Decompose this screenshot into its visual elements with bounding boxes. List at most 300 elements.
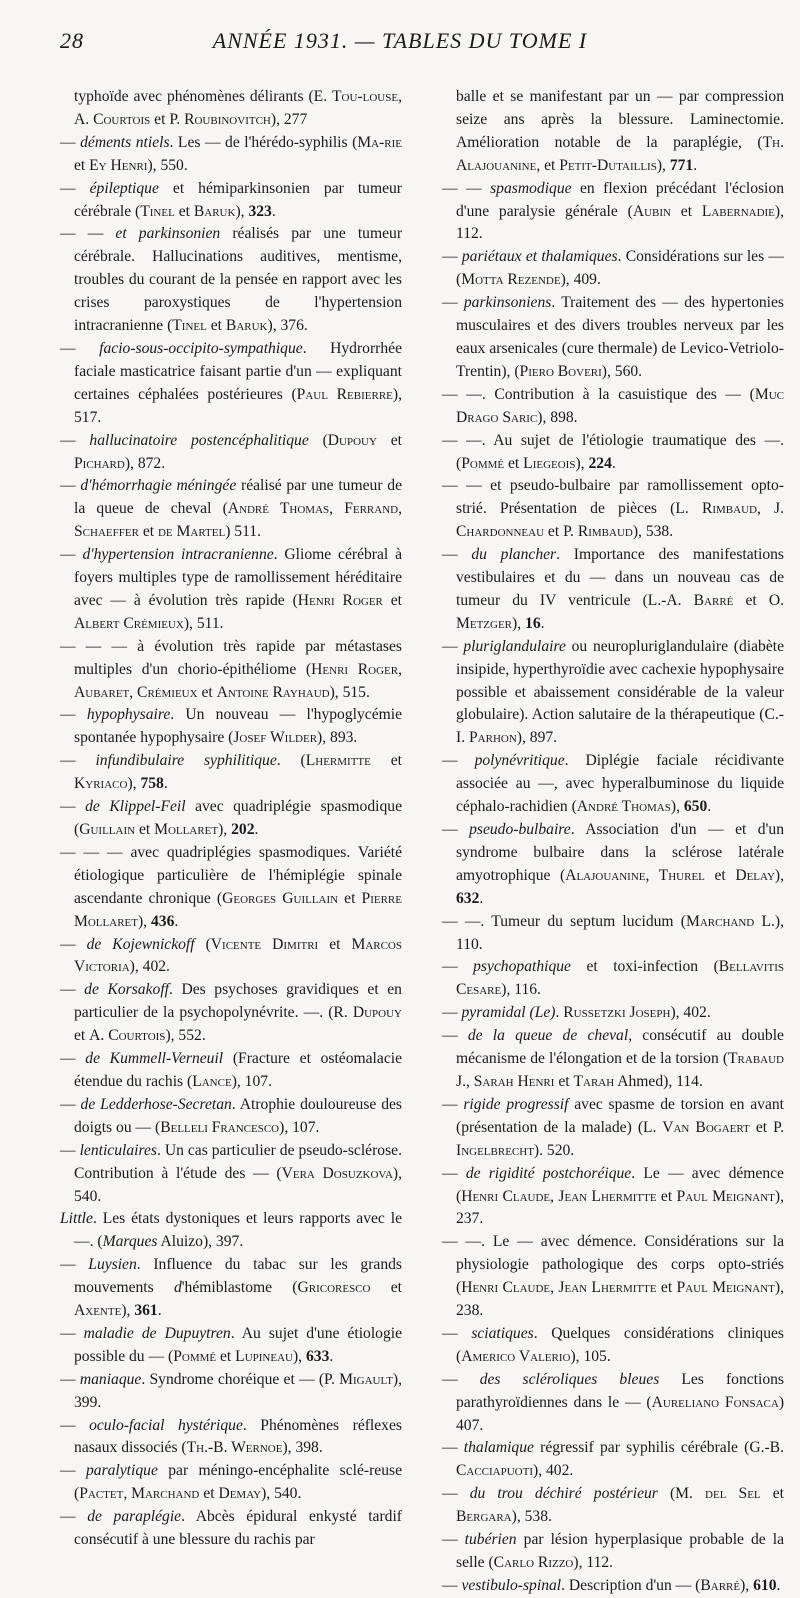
index-entry: [60, 1140, 402, 1209]
index-entry-text: ), 550.: [147, 156, 188, 174]
index-entry-text: Labernadie: [701, 202, 775, 220]
index-entry-text: —: [60, 798, 86, 816]
index-entry: [60, 475, 402, 544]
index-entry-text: Ahmed), 114.: [614, 1072, 703, 1090]
index-entry-text: ou neuropluriglandulaire (diabète insipide, hyperthyroïdie avec cachexie hypophysaire possible et abaissement considérable de la valeur globulaire). Action salutaire de la thérapeutique (: [456, 637, 784, 724]
index-entry: [60, 842, 402, 934]
index-entry-text: .: [271, 202, 276, 220]
index-entry-text: par méningo-encéphalite sclé-reuse (: [74, 1462, 402, 1503]
index-entry-text: Antoine Rayhaud: [216, 683, 330, 701]
index-entry-text: Henri Claude, Jean Lhermitte: [461, 1187, 657, 1205]
index-entry-text: ),: [656, 156, 670, 174]
index-entry-text: et: [318, 935, 352, 953]
index-entry-text: et: [338, 889, 362, 907]
index-entry-text: ), 398.: [282, 1439, 323, 1457]
index-entry-text: —: [60, 935, 87, 953]
index-entry-text: P. Migault: [324, 1370, 393, 1388]
index-entry-text: Lance: [192, 1072, 232, 1090]
index-entry: [442, 1002, 784, 1025]
index-entry-text: ),: [121, 1302, 135, 1320]
index-entry-text: —: [442, 1164, 466, 1182]
index-entry-text: hypophysaire: [86, 706, 171, 724]
index-entry-text: G.-B. Cacciapuoti: [456, 1439, 784, 1480]
index-entry-text: Guillain: [79, 821, 136, 838]
index-entry-text: ), 112.: [456, 202, 784, 243]
index-entry-text: d: [173, 1279, 182, 1297]
index-entry-text: , A.: [74, 88, 402, 128]
index-entry: [442, 178, 784, 247]
index-entry-text: Paul Meignant: [676, 1187, 775, 1205]
index-entry-text: Belleli Francesco: [160, 1118, 280, 1136]
index-entry-text: et: [74, 1027, 90, 1045]
index-entry-text: Pactet, Marchand: [79, 1485, 200, 1503]
index-entry-text: Ma-rie: [357, 133, 402, 151]
index-entry-text: .: [329, 1347, 334, 1365]
index-entry-text: et: [74, 156, 90, 174]
index-entry-text: ), 511.: [183, 614, 224, 632]
index-entry-text: et: [656, 1279, 677, 1297]
index-entry-text: Bellavitis Cesare: [456, 958, 784, 999]
index-entry-text: hallucinatoire postencéphalitique: [89, 431, 309, 449]
index-entry-text: épileptique: [89, 179, 159, 197]
index-entry-text: ), 402.: [533, 1462, 574, 1480]
index-entry: [442, 819, 784, 911]
index-entry-text: —: [442, 1095, 464, 1113]
index-entry: [442, 636, 784, 751]
index-entry-text: et: [370, 752, 402, 770]
index-entry-text: et parkinsonien: [115, 225, 221, 243]
index-entry-text: Aubin: [632, 202, 671, 220]
index-entry-text: Courtois: [93, 110, 151, 128]
index-entry-text: Paul Meignant: [676, 1279, 775, 1297]
index-entry-text: du plancher: [471, 546, 557, 564]
index-entry-text: . Importance des manifestations vestibulaires et du — dans un nouveau cas de tumeur du IV ventricule (: [456, 546, 784, 609]
index-entry-text: ), 515.: [329, 683, 370, 701]
index-entry-text: maniaque: [79, 1370, 142, 1388]
index-entry-text: André Thomas: [576, 798, 671, 816]
index-entry-text: Little: [60, 1210, 93, 1228]
index-entry-text: Tinel: [140, 202, 175, 220]
index-entry: [60, 544, 402, 636]
index-entry-text: .: [693, 156, 698, 174]
index-entry-text: Liegeois: [523, 454, 576, 472]
index-entry-text: . Quelques considérations cliniques (: [456, 1324, 784, 1365]
index-entry: [60, 636, 402, 705]
index-entry-text: 202: [231, 821, 255, 838]
index-entry-text: ),: [137, 912, 151, 930]
index-entry-text: —: [60, 706, 87, 724]
index-entry-text: Aureliano Fonsaca: [651, 1393, 779, 1411]
left-column: [60, 86, 402, 1552]
index-entry-text: . Diplégie faciale récidivante associée au —, avec hyperalbuminose du liquide céphalo-rachidien (: [456, 752, 784, 816]
index-entry-text: Marques: [102, 1233, 158, 1251]
index-entry-text: Tou-louse: [332, 88, 399, 105]
index-entry-text: , consécutif au double mécanisme de l'élongation et de la torsion (: [456, 1027, 784, 1068]
index-entry-text: balle et se manifestant par un — par compression seize ans après la blessure. Laminectomie. Amélioration notable de la paraplégie, (: [456, 88, 784, 151]
index-entry-text: régressif par syphilis cérébrale (: [533, 1439, 750, 1457]
index-entry-text: . Syndrome choréique et — (: [141, 1370, 325, 1388]
index-entry: [442, 1369, 784, 1438]
index-entry-text: —: [442, 637, 464, 655]
index-entry: [60, 1369, 402, 1415]
index-entry: [442, 292, 784, 384]
index-entry-text: L. Rimbaud, J. Chardonneau: [456, 500, 784, 541]
index-entry: [442, 1437, 784, 1483]
page-number: 28: [60, 28, 84, 53]
index-entry-text: Marchand L.: [685, 912, 775, 930]
index-entry-text: —: [60, 133, 81, 151]
index-entry: [60, 1048, 402, 1094]
index-entry-text: des scléroliques bleues: [479, 1370, 660, 1388]
index-entry-text: de Kojewnickoff: [86, 935, 195, 953]
index-entry-text: Henri Claude, Jean Lhermitte: [461, 1279, 657, 1297]
index-entry-text: — —: [60, 225, 116, 243]
index-entry-text: ), 402.: [670, 1004, 711, 1022]
index-entry-text: .: [540, 614, 545, 632]
index-entry-text: pseudo-bulbaire: [469, 821, 571, 838]
index-entry-text: — —. Tumeur du septum lucidum (: [442, 912, 686, 930]
index-entry-text: et: [670, 202, 702, 220]
index-entry-text: et: [554, 1072, 574, 1090]
index-entry-text: et hémiparkinsonien par tumeur cérébrale (: [74, 179, 402, 220]
index-entry-text: Tinel: [172, 317, 207, 335]
index-entry-text: Barré: [700, 1576, 741, 1594]
right-column: [442, 86, 784, 1598]
index-entry: [442, 956, 784, 1002]
index-entry-text: . Des psychoses gravidiques et en particulier de la psychopolynévrite. —. (: [74, 981, 402, 1022]
index-entry-text: et: [760, 1485, 784, 1503]
index-entry: [60, 430, 402, 476]
index-entry-text: . (: [276, 752, 306, 770]
index-entry-text: — —. Au sujet de l'étiologie traumatique des —. (: [442, 431, 784, 472]
index-entry-text: P. Rimbaud: [563, 523, 633, 541]
index-entry: [442, 1575, 784, 1598]
index-entry-text: .: [479, 889, 484, 907]
index-entry-text: — — — à évolution très rapide par métastases multiples d'un chorio-épithéliome (: [60, 637, 402, 678]
index-entry-text: C.-I. Parhon: [456, 706, 784, 747]
index-entry-text: —: [60, 1416, 90, 1434]
index-entry: [60, 178, 402, 224]
index-entry-text: ), 238.: [456, 1279, 784, 1320]
index-entry-text: ), 893.: [317, 729, 358, 747]
index-entry-text: Georges Guillain: [222, 889, 339, 907]
index-entry-text: ), 409.: [560, 271, 601, 289]
index-entry: [442, 430, 784, 476]
index-entry-text: pariétaux et thalamiques: [461, 248, 618, 266]
index-entry-text: et: [704, 866, 736, 884]
index-entry: [60, 1094, 402, 1140]
index-entry-text: psychopathique: [473, 958, 571, 976]
index-entry-text: infundibulaire syphilitique: [95, 752, 277, 770]
index-entry-text: Mollaret: [154, 821, 219, 838]
index-entry-text: Alajouanine, Thurel: [565, 866, 705, 884]
index-entry-text: . Traitement des — des hypertonies musculaires et des divers troubles nerveux par les eaux arsenicales (cure thermale) de Levico-Vetriolo-Trentin), (: [456, 294, 784, 380]
index-entry-text: (Fracture et ostéomalacie étendue du rachis (: [74, 1050, 402, 1090]
index-entry: [60, 1323, 402, 1369]
index-entry-text: paralytique: [85, 1462, 158, 1480]
index-entry-text: —: [442, 1531, 465, 1549]
index-entry-text: L.-A. Barré: [647, 591, 734, 609]
index-entry-text: 650: [683, 798, 708, 816]
index-entry-text: —: [442, 1370, 480, 1388]
index-entry-text: — — — avec quadriplégies spasmodiques. Variété étiologique particulière de l'hémiplégie spinale ascendante chronique (: [60, 843, 402, 907]
index-entry-text: et: [504, 454, 524, 472]
index-entry-text: déments: [80, 133, 132, 151]
index-entry-text: ), 517.: [74, 385, 402, 426]
index-entry-text: 16: [525, 614, 541, 632]
index-entry-text: .: [254, 821, 259, 838]
index-entry-text: . Les — de l'hérédo-syphilis (: [169, 133, 358, 151]
index-entry-text: ),: [670, 798, 684, 816]
index-entry-text: rigide progressif: [463, 1095, 569, 1113]
index-entry-text: , et: [536, 156, 560, 174]
index-entry-text: —: [442, 248, 462, 266]
index-entry-text: Baruk: [193, 202, 236, 220]
index-entry-text: 'hémiblastome (: [181, 1279, 298, 1297]
index-entry: [60, 796, 402, 842]
index-entry: [442, 1163, 784, 1232]
index-entry: [60, 132, 402, 178]
index-entry-text: O. Metzger: [456, 591, 784, 632]
index-entry: [442, 1094, 784, 1163]
index-entry-text: Pommé: [173, 1347, 217, 1365]
index-entry: [60, 338, 402, 430]
index-entry-text: ),: [575, 454, 589, 472]
index-entry-text: Russetzki Joseph: [563, 1004, 671, 1022]
index-entry-text: . Hydrorrhée faciale masticatrice faisant partie d'un — expliquant certaines céphalées postérieures (: [74, 339, 402, 403]
index-entry-text: (: [657, 1485, 676, 1503]
index-entry-text: —: [442, 1324, 472, 1342]
index-entry-text: et: [197, 683, 217, 701]
index-entry-text: (: [308, 431, 328, 449]
index-entry-text: ), 402.: [129, 958, 170, 976]
index-entry-text: Motta Rezende: [461, 271, 561, 289]
index-entry-text: sciatiques: [471, 1324, 534, 1342]
index-entry-text: Carlo Rizzo: [493, 1554, 574, 1571]
index-entry-text: lenticulaires: [79, 1141, 157, 1159]
index-entry: [60, 1506, 402, 1552]
index-entry-text: et: [544, 523, 564, 541]
index-entry-text: Petit-Dutaillis: [559, 156, 657, 174]
index-entry-text: Kyriaco: [74, 775, 128, 793]
index-entry-text: —: [442, 958, 474, 976]
index-entry-text: Henri Roger, Aubaret, Crémieux: [74, 660, 402, 701]
index-entry-text: Axente: [74, 1302, 122, 1320]
index-entry-text: Les fonctions parathyroïdiennes dans le — (: [456, 1370, 784, 1411]
index-entry-text: . Phénomènes réflexes nasaux dissociés (: [74, 1416, 402, 1457]
index-entry-text: .: [707, 798, 712, 816]
index-entry-text: L. Van Bogaert: [643, 1118, 750, 1136]
index-entry-text: M. del Sel: [675, 1485, 761, 1503]
index-entry-text: ), 376.: [267, 317, 308, 335]
index-entry-text: 771: [669, 156, 694, 174]
index-entry-text: 633: [305, 1347, 330, 1365]
index-entry-text: —: [60, 1508, 88, 1526]
index-entry-text: Luysien: [88, 1256, 137, 1274]
index-entry-text: ), 116.: [501, 981, 541, 999]
index-entry-text: —: [60, 339, 100, 357]
index-entry-text: —: [442, 1004, 462, 1022]
index-entry-text: spasmodique: [490, 179, 572, 197]
index-entry: [442, 911, 784, 957]
index-entry: [442, 544, 784, 636]
index-entry-text: tubérien: [464, 1531, 517, 1549]
index-entry-text: — —: [442, 179, 491, 197]
index-entry-text: —: [60, 546, 83, 564]
index-entry-text: oculo-facial hystérique: [89, 1416, 243, 1434]
index-entry-text: . Un cas particulier de pseudo-sclérose. Contribution à l'étude des — (: [74, 1141, 402, 1182]
index-entry-text: —: [442, 752, 475, 770]
index-entry: [442, 86, 784, 178]
index-entry-text: Americo Valerio: [461, 1347, 571, 1365]
index-entry-text: de paraplégie: [87, 1508, 182, 1526]
index-entry-text: .: [157, 1302, 162, 1320]
index-entry-text: avec quadriplégie spasmodique (: [74, 798, 403, 838]
index-entry-text: —: [60, 431, 90, 449]
index-entry-text: P. Ingelbrecht: [456, 1118, 784, 1159]
index-entry: [442, 1231, 784, 1323]
index-entry: [442, 1025, 784, 1094]
index-entry-text: . Un nouveau — l'hypoglycémie spontanée hypophysaire (: [74, 706, 403, 747]
index-entry-text: 224: [588, 454, 612, 472]
index-entry-text: R. Dupouy: [333, 1004, 402, 1022]
index-entry-text: de Korsakoff: [84, 981, 169, 999]
index-entry-text: d'hémorrhagie méningée: [80, 477, 237, 495]
index-entry-text: 323: [248, 202, 272, 220]
index-entry-text: . Le — avec démence (: [456, 1164, 784, 1205]
index-entry-text: 610: [753, 1576, 777, 1594]
index-entry-text: — —. Le — avec démence. Considérations sur la physiologie pathologique des corps opto-striés (: [442, 1233, 784, 1297]
index-entry-text: André Thomas, Ferrand, Schaeffer: [74, 500, 402, 541]
index-entry-text: .: [163, 775, 168, 793]
index-entry-text: . Abcès épidural enkysté tardif consécutif à une blessure du rachis par: [74, 1508, 402, 1549]
index-entry-text: A. Courtois: [89, 1027, 166, 1045]
index-entry-text: Baruk: [225, 317, 268, 335]
running-head: [0, 26, 800, 56]
index-entry-text: .: [174, 912, 179, 930]
index-entry-text: Henri Roger: [297, 591, 383, 609]
index-entry-text: Th. Alajouanine: [456, 133, 784, 174]
index-entry-text: par lésion hyperplasique probable de la selle (: [456, 1531, 784, 1571]
index-entry-text: ). 520.: [533, 1141, 575, 1159]
index-entry-text: —: [60, 1256, 89, 1274]
index-entry-text: et: [382, 591, 402, 609]
index-entry-text: —: [60, 179, 90, 197]
index-entry-text: polynévritique: [474, 752, 565, 770]
index-entry-text: Vera Dosuzkova: [281, 1164, 393, 1182]
index-entry-text: — — et pseudo-bulbaire par ramollissement opto-strié. Présentation de pièces (: [442, 477, 784, 518]
index-entry-text: . Les états dystoniques et leurs rapports avec le —. (: [74, 1210, 402, 1251]
index-entry-text: ), 540.: [74, 1164, 402, 1205]
index-entry-text: ),: [292, 1347, 306, 1365]
index-entry-text: —: [60, 1141, 80, 1159]
index-entry-text: pyramidal (Le): [461, 1004, 556, 1022]
index-entry-text: ), 552.: [165, 1027, 206, 1045]
index-entry-text: —: [442, 1576, 462, 1594]
index-entry-text: Muc Drago Saric: [456, 385, 784, 426]
index-entry-text: —: [442, 294, 464, 312]
index-entry-text: . Considérations sur les — (: [456, 248, 784, 289]
index-entry-text: Paul Rebierre: [296, 385, 393, 403]
index-entry-text: ),: [512, 614, 526, 632]
index-entry: [60, 86, 402, 132]
index-entry-text: ), 540.: [261, 1485, 302, 1503]
index-entry: [442, 1323, 784, 1369]
running-title: ANNÉE 1931. — TABLES DU TOME I: [212, 28, 588, 53]
index-entry-text: ), 107.: [279, 1118, 320, 1136]
index-entry-text: ), 107.: [231, 1072, 272, 1090]
index-entry-text: du trou déchiré postérieur: [469, 1485, 658, 1503]
index-entry-text: ), 237.: [456, 1187, 784, 1228]
index-entry-text: d'hypertension intracranienne: [82, 546, 274, 564]
index-entry-text: ), 277: [270, 110, 308, 128]
index-entry-text: —: [60, 1095, 81, 1113]
index-entry-text: ), 898.: [537, 408, 578, 426]
index-entry-text: Pierre Mollaret: [74, 889, 402, 930]
index-entry-text: ntiels: [135, 133, 170, 151]
index-entry: [60, 223, 402, 338]
index-entry-text: et: [206, 317, 226, 335]
index-entry-text: . Influence du tabac sur les grands mouvements: [74, 1256, 402, 1297]
index-entry-text: de Ledderhose-Secretan: [80, 1095, 232, 1113]
index-entry-text: et: [376, 431, 402, 449]
index-entry-text: avec spasme de torsion en avant (présentation de la malade) (: [456, 1095, 784, 1136]
index-entry-text: Albert Crémieux: [74, 614, 184, 632]
index-entry-text: Bergara: [456, 1508, 512, 1526]
index-entry-text: —: [442, 1439, 464, 1457]
index-entry-text: et: [199, 1485, 219, 1503]
index-entry-text: Demay: [218, 1485, 262, 1503]
index-entry-text: Piero Boveri: [519, 362, 602, 380]
index-entry-text: et: [749, 1118, 774, 1136]
index-entry-text: —: [60, 477, 81, 495]
index-entry-text: .: [776, 1576, 781, 1594]
index-entry-text: 632: [456, 889, 480, 907]
index-entry-text: ), 560.: [601, 362, 643, 380]
index-entry-text: thalamique: [463, 1439, 534, 1457]
index-entry: [60, 1208, 402, 1254]
index-entry-text: de Klippel-Feil: [85, 798, 186, 816]
index-entry-text: Vicente Dimitri: [210, 935, 319, 953]
index-entry: [60, 750, 402, 796]
index-entry-text: ), 897.: [516, 729, 558, 747]
index-entry-text: Pommé: [461, 454, 505, 472]
index-entry-text: —: [60, 752, 96, 770]
index-entry-text: —: [442, 821, 470, 838]
index-entry-text: et: [733, 591, 769, 609]
index-entry-text: typhoïde avec phénomènes délirants (E.: [74, 88, 333, 105]
index-entry-text: —: [60, 1324, 84, 1342]
index-entry-text: Tarah: [573, 1072, 615, 1090]
index-entry-text: facio-sous-occipito-sympathique: [99, 339, 303, 357]
index-entry: [442, 1483, 784, 1529]
index-entry-text: Trabaud J., Sarah Henri: [456, 1050, 784, 1090]
index-entry-text: et: [174, 202, 194, 220]
index-entry-text: vestibulo-spinal: [461, 1576, 562, 1594]
index-entry-text: ), 110.: [456, 912, 784, 953]
index-entry-text: ), 399.: [74, 1370, 403, 1411]
index-entry-text: et toxi-infection (: [570, 958, 719, 976]
index-entry: [442, 384, 784, 430]
index-entry-text: —: [60, 1370, 80, 1388]
index-entry-text: Gricoresco: [297, 1279, 371, 1297]
index-entry-text: et: [135, 821, 155, 838]
index-entry-text: Marcos Victoria: [74, 935, 402, 976]
index-entry-text: 361: [134, 1302, 158, 1320]
index-entry-text: ) 511.: [225, 523, 262, 541]
index-entry-text: —: [60, 981, 85, 999]
index-entry: [60, 934, 402, 980]
